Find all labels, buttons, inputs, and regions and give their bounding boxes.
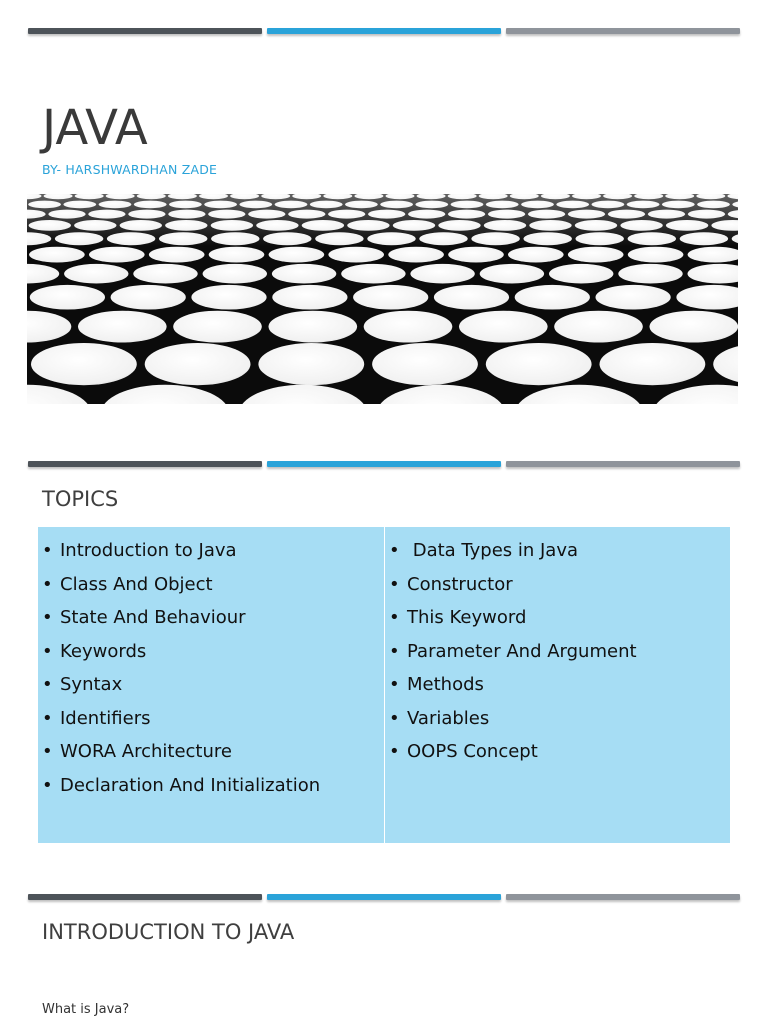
column-divider: [384, 527, 385, 843]
accent-bar-dark: [28, 894, 262, 900]
topic-item: [42, 774, 320, 808]
bullet-icon: •: [389, 640, 400, 662]
topic-item: [42, 606, 320, 640]
disc-pattern-image: [27, 194, 738, 404]
accent-bar-gray: [506, 28, 740, 34]
bullet-icon: •: [42, 774, 53, 796]
topic-item: [389, 539, 637, 573]
bullet-icon: •: [389, 674, 400, 695]
accent-bar-blue: [267, 28, 501, 34]
bullet-icon: •: [42, 674, 53, 695]
topic-label: Declaration And Initialization: [60, 774, 321, 796]
topic-item: [42, 573, 320, 607]
topic-label: Class And Object: [60, 573, 213, 595]
bullet-icon: •: [42, 607, 53, 628]
bullet-icon: •: [389, 707, 400, 729]
topic-item: [42, 539, 320, 573]
topic-label: Variables: [407, 707, 490, 729]
topic-label: This Keyword: [407, 607, 527, 628]
topic-item: [42, 740, 320, 774]
topic-label: Constructor: [407, 573, 513, 595]
topic-label: Syntax: [60, 674, 123, 695]
topic-label: Data Types in Java: [407, 540, 579, 561]
bullet-icon: •: [389, 540, 400, 561]
topics-heading: TOPICS: [42, 487, 119, 511]
bullet-icon: •: [389, 741, 400, 762]
topic-item: [389, 707, 637, 741]
slide-subtitle: BY- HARSHWARDHAN ZADE: [42, 162, 218, 177]
topic-item: [42, 673, 320, 707]
topic-item: [389, 673, 637, 707]
topic-item: [389, 573, 637, 607]
topic-label: Parameter And Argument: [407, 640, 637, 662]
topic-label: OOPS Concept: [407, 741, 538, 762]
bullet-icon: •: [42, 540, 53, 561]
topic-label: WORA Architecture: [60, 741, 232, 762]
bullet-icon: •: [389, 573, 400, 595]
accent-bar-dark: [28, 28, 262, 34]
accent-bar-row-1: [28, 28, 740, 36]
topic-label: Introduction to Java: [60, 540, 237, 561]
topics-left-column: [42, 539, 320, 807]
bullet-icon: •: [42, 741, 53, 762]
accent-bar-row-2: [28, 461, 740, 469]
intro-question: What is Java?: [42, 1002, 130, 1017]
topic-item: [389, 740, 637, 774]
topic-label: Methods: [407, 674, 484, 695]
topic-label: State And Behaviour: [60, 607, 246, 628]
bullet-icon: •: [42, 640, 53, 662]
accent-bar-dark: [28, 461, 262, 467]
accent-bar-blue: [267, 894, 501, 900]
topics-table: [38, 527, 730, 843]
accent-bar-gray: [506, 461, 740, 467]
topic-label: Identifiers: [60, 707, 151, 729]
bullet-icon: •: [42, 573, 53, 595]
slide-title: JAVA: [42, 100, 148, 156]
topic-label: Keywords: [60, 640, 147, 662]
bullet-icon: •: [42, 707, 53, 729]
topics-right-column: [389, 539, 637, 774]
topic-item: [389, 606, 637, 640]
topic-item: [42, 707, 320, 741]
topic-item: [42, 640, 320, 674]
intro-heading: INTRODUCTION TO JAVA: [42, 920, 295, 944]
topic-item: [389, 640, 637, 674]
accent-bar-gray: [506, 894, 740, 900]
bullet-icon: •: [389, 607, 400, 628]
accent-bar-row-3: [28, 894, 740, 902]
accent-bar-blue: [267, 461, 501, 467]
